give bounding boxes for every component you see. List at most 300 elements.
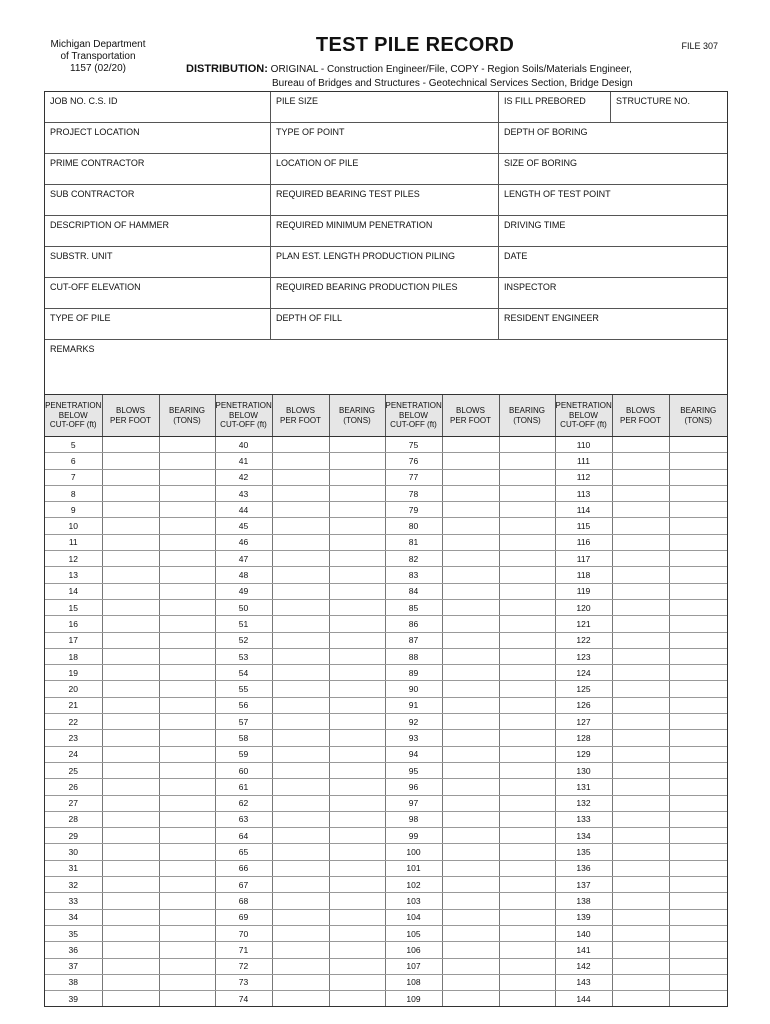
blows-input[interactable]	[102, 632, 159, 648]
bearing-input[interactable]	[159, 453, 215, 469]
bearing-input[interactable]	[159, 534, 215, 550]
bearing-input[interactable]	[499, 893, 555, 909]
bearing-input[interactable]	[329, 925, 385, 941]
bearing-input[interactable]	[499, 648, 555, 664]
blows-input[interactable]	[612, 502, 669, 518]
blows-input[interactable]	[612, 795, 669, 811]
bearing-input[interactable]	[669, 746, 727, 762]
bearing-input[interactable]	[669, 860, 727, 876]
bearing-input[interactable]	[329, 583, 385, 599]
project-location-field[interactable]: PROJECT LOCATION	[45, 123, 271, 153]
blows-input[interactable]	[442, 828, 499, 844]
blows-input[interactable]	[102, 811, 159, 827]
bearing-input[interactable]	[329, 991, 385, 1007]
bearing-input[interactable]	[329, 942, 385, 958]
bearing-input[interactable]	[669, 534, 727, 550]
blows-input[interactable]	[442, 551, 499, 567]
bearing-input[interactable]	[499, 453, 555, 469]
blows-input[interactable]	[612, 942, 669, 958]
bearing-input[interactable]	[669, 877, 727, 893]
blows-input[interactable]	[612, 779, 669, 795]
length-of-test-point-field[interactable]: LENGTH OF TEST POINT	[504, 189, 611, 199]
blows-input[interactable]	[102, 567, 159, 583]
blows-input[interactable]	[102, 730, 159, 746]
bearing-input[interactable]	[159, 730, 215, 746]
bearing-input[interactable]	[159, 681, 215, 697]
blows-input[interactable]	[612, 534, 669, 550]
bearing-input[interactable]	[669, 599, 727, 615]
bearing-input[interactable]	[329, 616, 385, 632]
blows-input[interactable]	[442, 730, 499, 746]
blows-input[interactable]	[102, 844, 159, 860]
blows-input[interactable]	[442, 534, 499, 550]
blows-input[interactable]	[442, 648, 499, 664]
blows-input[interactable]	[442, 746, 499, 762]
location-of-pile-field[interactable]: LOCATION OF PILE	[271, 154, 499, 184]
blows-input[interactable]	[102, 583, 159, 599]
blows-input[interactable]	[272, 991, 329, 1007]
blows-input[interactable]	[442, 697, 499, 713]
blows-input[interactable]	[612, 469, 669, 485]
blows-input[interactable]	[612, 437, 669, 453]
bearing-input[interactable]	[159, 599, 215, 615]
blows-input[interactable]	[272, 518, 329, 534]
bearing-input[interactable]	[669, 616, 727, 632]
bearing-input[interactable]	[159, 795, 215, 811]
blows-input[interactable]	[442, 469, 499, 485]
blows-input[interactable]	[272, 893, 329, 909]
blows-input[interactable]	[272, 942, 329, 958]
blows-input[interactable]	[102, 714, 159, 730]
blows-input[interactable]	[102, 551, 159, 567]
blows-input[interactable]	[612, 991, 669, 1007]
blows-input[interactable]	[272, 714, 329, 730]
blows-input[interactable]	[102, 697, 159, 713]
bearing-input[interactable]	[669, 779, 727, 795]
bearing-input[interactable]	[159, 909, 215, 925]
bearing-input[interactable]	[329, 811, 385, 827]
blows-input[interactable]	[442, 991, 499, 1007]
blows-input[interactable]	[442, 779, 499, 795]
blows-input[interactable]	[612, 974, 669, 990]
blows-input[interactable]	[102, 746, 159, 762]
bearing-input[interactable]	[329, 469, 385, 485]
blows-input[interactable]	[102, 893, 159, 909]
bearing-input[interactable]	[329, 958, 385, 974]
bearing-input[interactable]	[669, 762, 727, 778]
driving-time-field[interactable]: DRIVING TIME	[504, 220, 566, 230]
bearing-input[interactable]	[159, 893, 215, 909]
blows-input[interactable]	[272, 844, 329, 860]
blows-input[interactable]	[612, 616, 669, 632]
blows-input[interactable]	[272, 632, 329, 648]
bearing-input[interactable]	[499, 518, 555, 534]
blows-input[interactable]	[102, 534, 159, 550]
bearing-input[interactable]	[499, 502, 555, 518]
blows-input[interactable]	[612, 714, 669, 730]
blows-input[interactable]	[612, 681, 669, 697]
blows-input[interactable]	[612, 893, 669, 909]
bearing-input[interactable]	[669, 730, 727, 746]
blows-input[interactable]	[102, 974, 159, 990]
blows-input[interactable]	[102, 828, 159, 844]
bearing-input[interactable]	[159, 697, 215, 713]
bearing-input[interactable]	[499, 958, 555, 974]
blows-input[interactable]	[272, 974, 329, 990]
bearing-input[interactable]	[159, 502, 215, 518]
bearing-input[interactable]	[329, 893, 385, 909]
blows-input[interactable]	[272, 665, 329, 681]
bearing-input[interactable]	[159, 828, 215, 844]
bearing-input[interactable]	[329, 567, 385, 583]
blows-input[interactable]	[442, 453, 499, 469]
bearing-input[interactable]	[329, 551, 385, 567]
blows-input[interactable]	[102, 485, 159, 501]
substr-unit-field[interactable]: SUBSTR. UNIT	[45, 247, 271, 277]
bearing-input[interactable]	[669, 828, 727, 844]
bearing-input[interactable]	[669, 648, 727, 664]
bearing-input[interactable]	[499, 437, 555, 453]
bearing-input[interactable]	[499, 779, 555, 795]
blows-input[interactable]	[272, 730, 329, 746]
blows-input[interactable]	[272, 534, 329, 550]
blows-input[interactable]	[442, 958, 499, 974]
bearing-input[interactable]	[329, 746, 385, 762]
bearing-input[interactable]	[159, 714, 215, 730]
bearing-input[interactable]	[329, 909, 385, 925]
bearing-input[interactable]	[499, 925, 555, 941]
blows-input[interactable]	[442, 665, 499, 681]
pile-size-field[interactable]: PILE SIZE	[271, 92, 499, 122]
bearing-input[interactable]	[499, 534, 555, 550]
bearing-input[interactable]	[329, 860, 385, 876]
blows-input[interactable]	[612, 730, 669, 746]
blows-input[interactable]	[612, 860, 669, 876]
bearing-input[interactable]	[499, 583, 555, 599]
bearing-input[interactable]	[669, 518, 727, 534]
bearing-input[interactable]	[499, 746, 555, 762]
blows-input[interactable]	[102, 909, 159, 925]
bearing-input[interactable]	[159, 877, 215, 893]
bearing-input[interactable]	[329, 534, 385, 550]
blows-input[interactable]	[612, 811, 669, 827]
bearing-input[interactable]	[669, 453, 727, 469]
bearing-input[interactable]	[499, 567, 555, 583]
blows-input[interactable]	[272, 648, 329, 664]
blows-input[interactable]	[442, 437, 499, 453]
bearing-input[interactable]	[329, 485, 385, 501]
bearing-input[interactable]	[669, 795, 727, 811]
blows-input[interactable]	[272, 811, 329, 827]
depth-of-boring-field[interactable]: DEPTH OF BORING	[504, 127, 588, 137]
blows-input[interactable]	[442, 974, 499, 990]
bearing-input[interactable]	[499, 795, 555, 811]
blows-input[interactable]	[612, 599, 669, 615]
blows-input[interactable]	[272, 779, 329, 795]
bearing-input[interactable]	[329, 453, 385, 469]
blows-input[interactable]	[442, 925, 499, 941]
blows-input[interactable]	[102, 502, 159, 518]
bearing-input[interactable]	[499, 469, 555, 485]
blows-input[interactable]	[272, 485, 329, 501]
bearing-input[interactable]	[669, 665, 727, 681]
bearing-input[interactable]	[499, 828, 555, 844]
remarks-field[interactable]: REMARKS	[45, 340, 727, 395]
bearing-input[interactable]	[669, 697, 727, 713]
bearing-input[interactable]	[159, 958, 215, 974]
blows-input[interactable]	[612, 828, 669, 844]
bearing-input[interactable]	[329, 974, 385, 990]
blows-input[interactable]	[272, 567, 329, 583]
description-of-hammer-field[interactable]: DESCRIPTION OF HAMMER	[45, 216, 271, 246]
blows-input[interactable]	[612, 453, 669, 469]
blows-input[interactable]	[612, 485, 669, 501]
blows-input[interactable]	[442, 599, 499, 615]
blows-input[interactable]	[272, 453, 329, 469]
bearing-input[interactable]	[159, 746, 215, 762]
bearing-input[interactable]	[669, 909, 727, 925]
blows-input[interactable]	[272, 616, 329, 632]
blows-input[interactable]	[272, 909, 329, 925]
inspector-field[interactable]: INSPECTOR	[504, 282, 557, 292]
bearing-input[interactable]	[499, 616, 555, 632]
blows-input[interactable]	[102, 958, 159, 974]
blows-input[interactable]	[442, 502, 499, 518]
blows-input[interactable]	[442, 795, 499, 811]
blows-input[interactable]	[612, 958, 669, 974]
bearing-input[interactable]	[329, 632, 385, 648]
blows-input[interactable]	[272, 469, 329, 485]
bearing-input[interactable]	[329, 877, 385, 893]
blows-input[interactable]	[442, 811, 499, 827]
blows-input[interactable]	[612, 697, 669, 713]
bearing-input[interactable]	[669, 437, 727, 453]
blows-input[interactable]	[102, 925, 159, 941]
bearing-input[interactable]	[669, 991, 727, 1007]
blows-input[interactable]	[272, 958, 329, 974]
bearing-input[interactable]	[669, 844, 727, 860]
bearing-input[interactable]	[159, 974, 215, 990]
bearing-input[interactable]	[159, 991, 215, 1007]
bearing-input[interactable]	[329, 518, 385, 534]
bearing-input[interactable]	[499, 697, 555, 713]
bearing-input[interactable]	[499, 551, 555, 567]
structure-no-field[interactable]: STRUCTURE NO.	[616, 96, 690, 106]
bearing-input[interactable]	[329, 681, 385, 697]
blows-input[interactable]	[442, 518, 499, 534]
blows-input[interactable]	[102, 437, 159, 453]
bearing-input[interactable]	[159, 844, 215, 860]
bearing-input[interactable]	[329, 795, 385, 811]
blows-input[interactable]	[272, 502, 329, 518]
bearing-input[interactable]	[329, 437, 385, 453]
bearing-input[interactable]	[669, 925, 727, 941]
bearing-input[interactable]	[159, 485, 215, 501]
blows-input[interactable]	[272, 795, 329, 811]
bearing-input[interactable]	[669, 811, 727, 827]
blows-input[interactable]	[442, 909, 499, 925]
bearing-input[interactable]	[669, 502, 727, 518]
bearing-input[interactable]	[499, 909, 555, 925]
bearing-input[interactable]	[499, 485, 555, 501]
blows-input[interactable]	[612, 583, 669, 599]
blows-input[interactable]	[612, 746, 669, 762]
blows-input[interactable]	[442, 485, 499, 501]
bearing-input[interactable]	[159, 567, 215, 583]
blows-input[interactable]	[272, 860, 329, 876]
bearing-input[interactable]	[499, 665, 555, 681]
blows-input[interactable]	[442, 844, 499, 860]
bearing-input[interactable]	[159, 583, 215, 599]
bearing-input[interactable]	[499, 860, 555, 876]
blows-input[interactable]	[612, 844, 669, 860]
blows-input[interactable]	[102, 860, 159, 876]
bearing-input[interactable]	[159, 665, 215, 681]
bearing-input[interactable]	[159, 779, 215, 795]
bearing-input[interactable]	[669, 958, 727, 974]
bearing-input[interactable]	[499, 974, 555, 990]
bearing-input[interactable]	[669, 942, 727, 958]
bearing-input[interactable]	[329, 714, 385, 730]
blows-input[interactable]	[102, 779, 159, 795]
bearing-input[interactable]	[499, 730, 555, 746]
blows-input[interactable]	[272, 762, 329, 778]
blows-input[interactable]	[102, 795, 159, 811]
type-of-point-field[interactable]: TYPE OF POINT	[271, 123, 499, 153]
bearing-input[interactable]	[669, 714, 727, 730]
blows-input[interactable]	[612, 551, 669, 567]
blows-input[interactable]	[612, 665, 669, 681]
bearing-input[interactable]	[669, 632, 727, 648]
blows-input[interactable]	[442, 893, 499, 909]
depth-of-fill-field[interactable]: DEPTH OF FILL	[271, 309, 499, 339]
fill-prebored-field[interactable]: IS FILL PREBORED	[499, 92, 611, 122]
bearing-input[interactable]	[499, 632, 555, 648]
blows-input[interactable]	[612, 648, 669, 664]
blows-input[interactable]	[612, 877, 669, 893]
size-of-boring-field[interactable]: SIZE OF BORING	[504, 158, 578, 168]
blows-input[interactable]	[102, 681, 159, 697]
prime-contractor-field[interactable]: PRIME CONTRACTOR	[45, 154, 271, 184]
bearing-input[interactable]	[669, 681, 727, 697]
blows-input[interactable]	[612, 909, 669, 925]
blows-input[interactable]	[102, 942, 159, 958]
sub-contractor-field[interactable]: SUB CONTRACTOR	[45, 185, 271, 215]
bearing-input[interactable]	[329, 697, 385, 713]
bearing-input[interactable]	[499, 877, 555, 893]
blows-input[interactable]	[102, 518, 159, 534]
bearing-input[interactable]	[159, 942, 215, 958]
blows-input[interactable]	[272, 877, 329, 893]
blows-input[interactable]	[272, 437, 329, 453]
bearing-input[interactable]	[669, 469, 727, 485]
blows-input[interactable]	[272, 828, 329, 844]
bearing-input[interactable]	[159, 762, 215, 778]
blows-input[interactable]	[612, 762, 669, 778]
bearing-input[interactable]	[499, 811, 555, 827]
blows-input[interactable]	[102, 991, 159, 1007]
required-minimum-penetration-field[interactable]: REQUIRED MINIMUM PENETRATION	[271, 216, 499, 246]
blows-input[interactable]	[272, 583, 329, 599]
bearing-input[interactable]	[499, 762, 555, 778]
bearing-input[interactable]	[329, 730, 385, 746]
bearing-input[interactable]	[669, 974, 727, 990]
blows-input[interactable]	[102, 616, 159, 632]
type-of-pile-field[interactable]: TYPE OF PILE	[45, 309, 271, 339]
blows-input[interactable]	[442, 762, 499, 778]
bearing-input[interactable]	[159, 648, 215, 664]
blows-input[interactable]	[442, 942, 499, 958]
bearing-input[interactable]	[499, 942, 555, 958]
bearing-input[interactable]	[329, 665, 385, 681]
blows-input[interactable]	[272, 925, 329, 941]
blows-input[interactable]	[442, 877, 499, 893]
bearing-input[interactable]	[159, 616, 215, 632]
bearing-input[interactable]	[499, 714, 555, 730]
bearing-input[interactable]	[329, 599, 385, 615]
blows-input[interactable]	[442, 714, 499, 730]
bearing-input[interactable]	[669, 583, 727, 599]
bearing-input[interactable]	[669, 567, 727, 583]
blows-input[interactable]	[612, 567, 669, 583]
blows-input[interactable]	[442, 860, 499, 876]
bearing-input[interactable]	[329, 779, 385, 795]
required-bearing-production-piles-field[interactable]: REQUIRED BEARING PRODUCTION PILES	[271, 278, 499, 308]
blows-input[interactable]	[612, 632, 669, 648]
bearing-input[interactable]	[159, 437, 215, 453]
bearing-input[interactable]	[329, 844, 385, 860]
bearing-input[interactable]	[159, 811, 215, 827]
blows-input[interactable]	[442, 632, 499, 648]
bearing-input[interactable]	[159, 632, 215, 648]
blows-input[interactable]	[102, 665, 159, 681]
blows-input[interactable]	[272, 746, 329, 762]
blows-input[interactable]	[272, 599, 329, 615]
bearing-input[interactable]	[159, 469, 215, 485]
blows-input[interactable]	[102, 469, 159, 485]
bearing-input[interactable]	[329, 648, 385, 664]
blows-input[interactable]	[272, 551, 329, 567]
plan-est-length-field[interactable]: PLAN EST. LENGTH PRODUCTION PILING	[271, 247, 499, 277]
bearing-input[interactable]	[499, 844, 555, 860]
blows-input[interactable]	[442, 681, 499, 697]
bearing-input[interactable]	[499, 599, 555, 615]
blows-input[interactable]	[102, 877, 159, 893]
date-field[interactable]: DATE	[504, 251, 528, 261]
bearing-input[interactable]	[159, 518, 215, 534]
bearing-input[interactable]	[329, 828, 385, 844]
blows-input[interactable]	[102, 599, 159, 615]
job-no-field[interactable]: JOB NO. C.S. ID	[45, 92, 271, 122]
blows-input[interactable]	[612, 518, 669, 534]
blows-input[interactable]	[272, 697, 329, 713]
bearing-input[interactable]	[669, 485, 727, 501]
bearing-input[interactable]	[159, 925, 215, 941]
bearing-input[interactable]	[159, 551, 215, 567]
blows-input[interactable]	[102, 648, 159, 664]
bearing-input[interactable]	[329, 762, 385, 778]
blows-input[interactable]	[442, 616, 499, 632]
blows-input[interactable]	[102, 453, 159, 469]
bearing-input[interactable]	[159, 860, 215, 876]
bearing-input[interactable]	[669, 893, 727, 909]
cutoff-elevation-field[interactable]: CUT-OFF ELEVATION	[45, 278, 271, 308]
blows-input[interactable]	[442, 567, 499, 583]
blows-input[interactable]	[612, 925, 669, 941]
bearing-input[interactable]	[499, 681, 555, 697]
blows-input[interactable]	[442, 583, 499, 599]
blows-input[interactable]	[272, 681, 329, 697]
